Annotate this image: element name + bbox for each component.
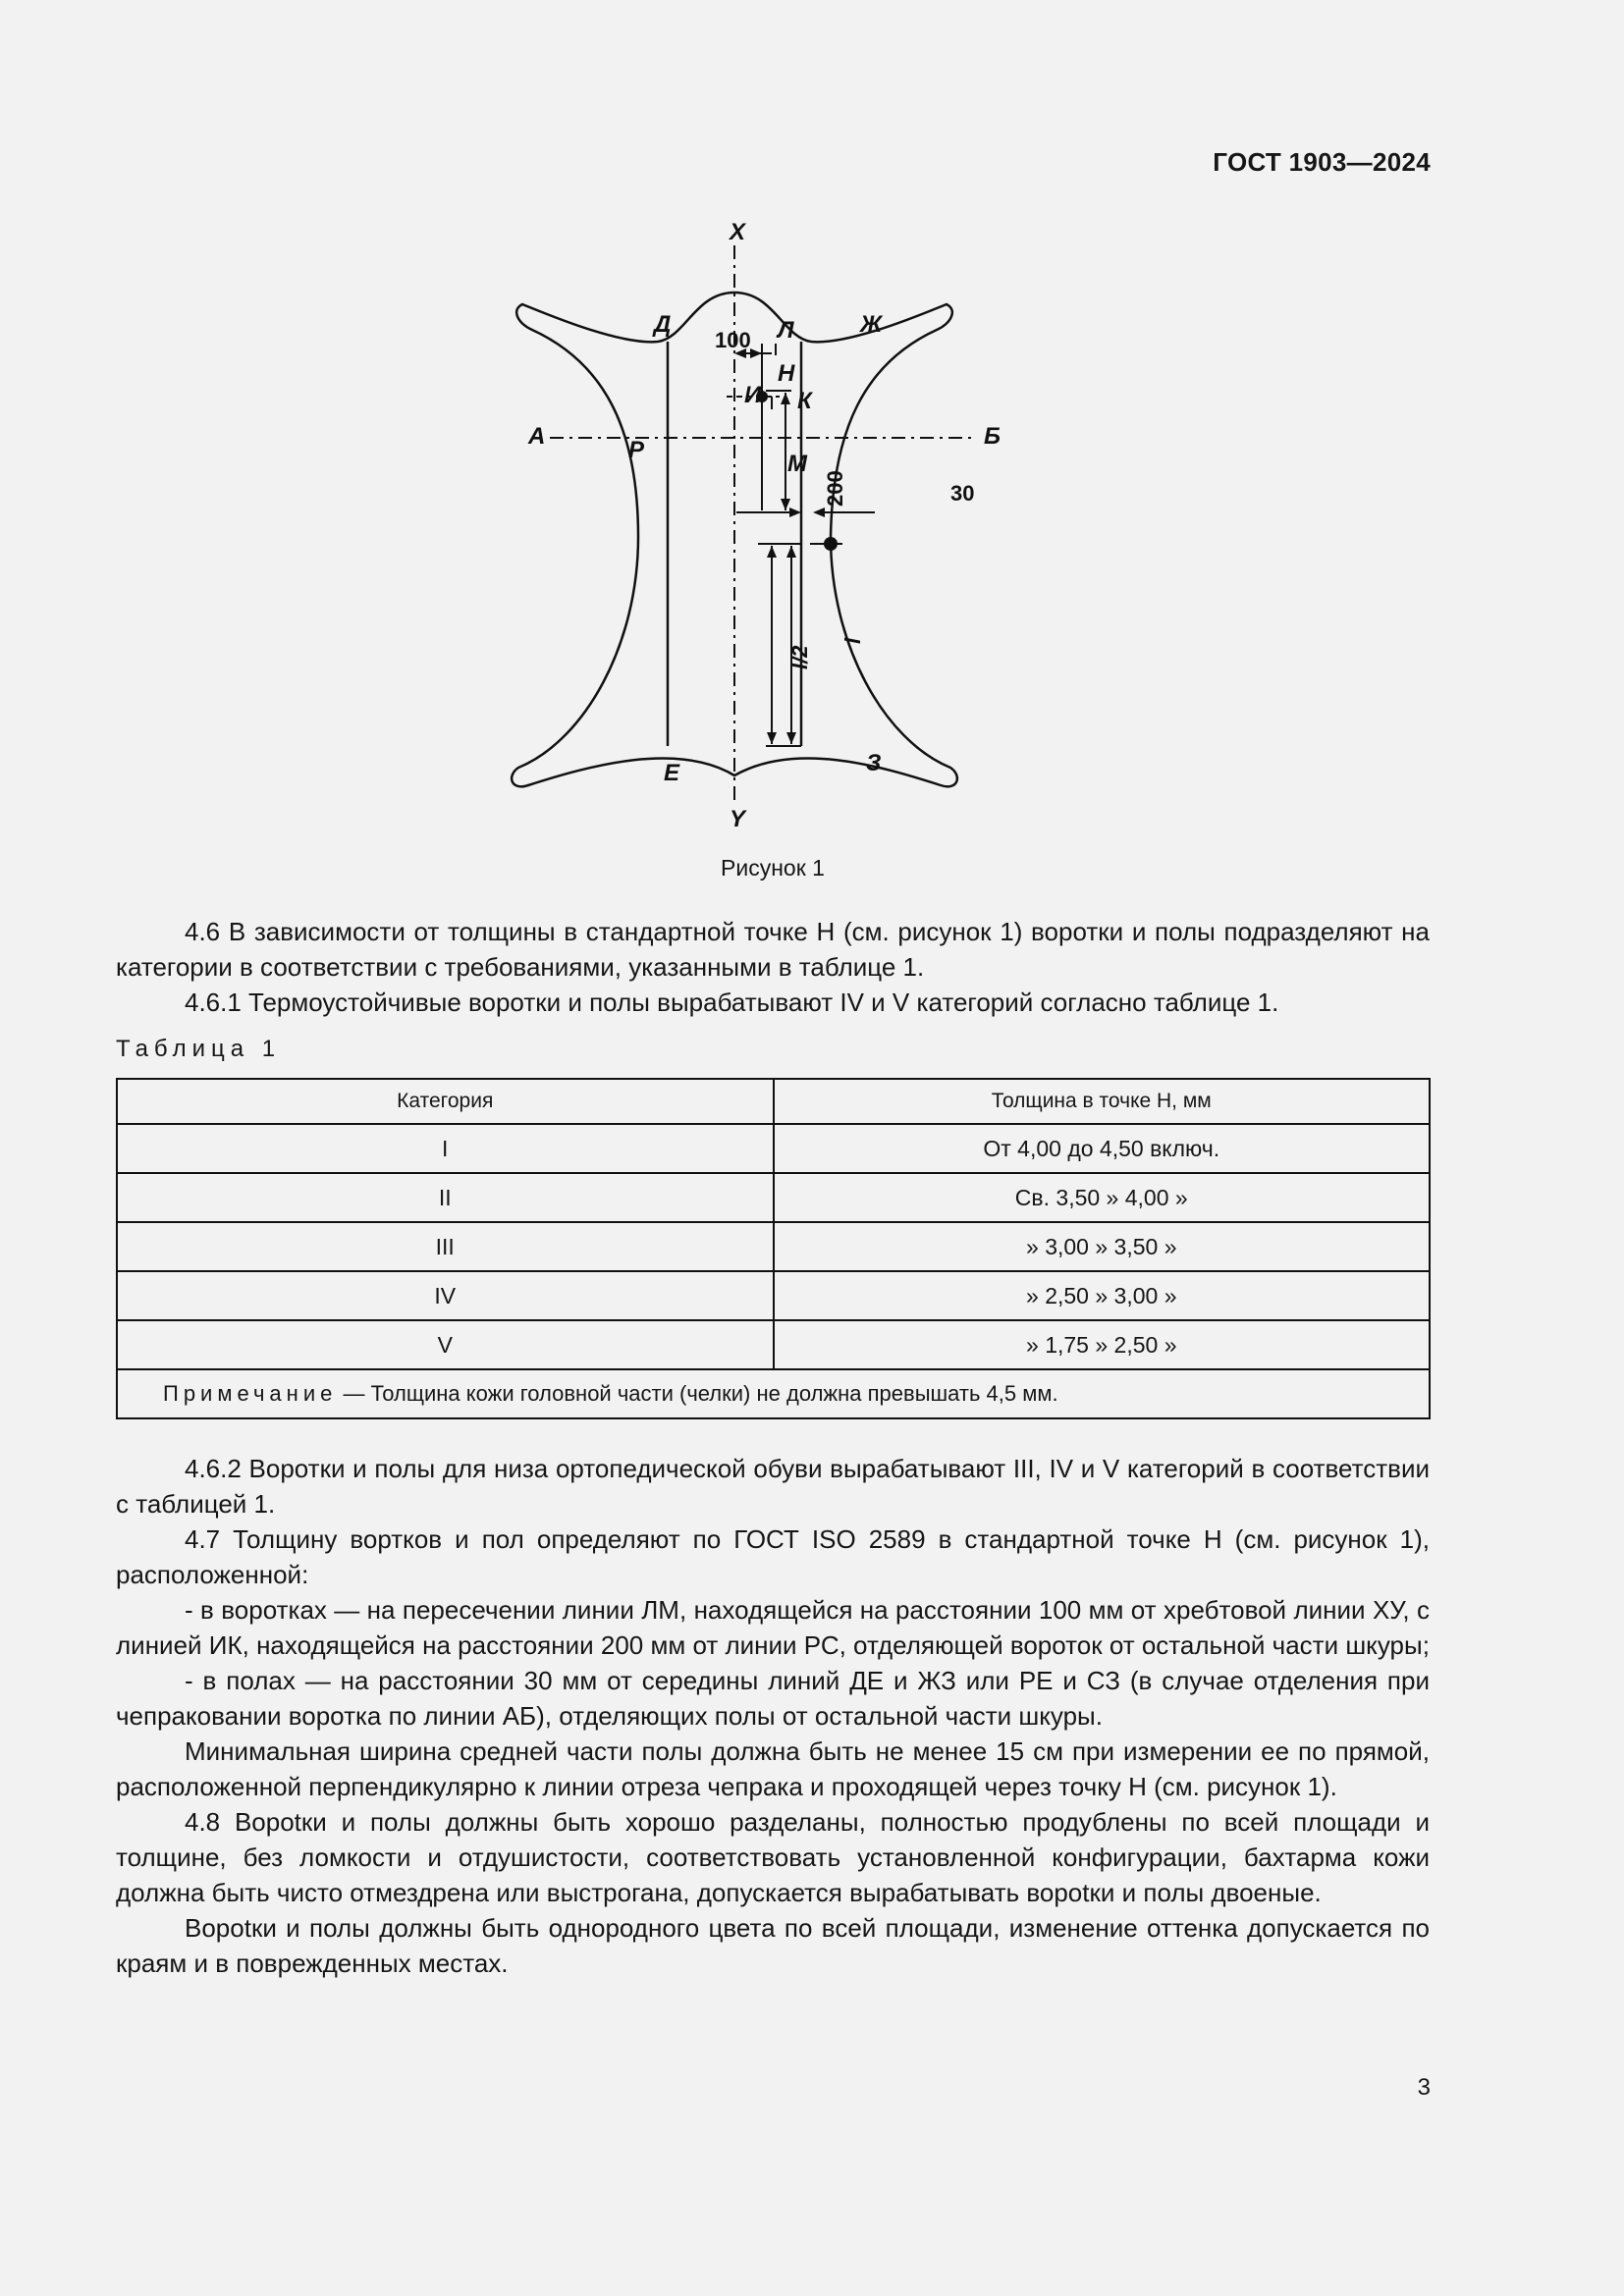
note-text: — Толщина кожи головной части (челки) не должна превышать 4,5 мм.: [337, 1381, 1058, 1406]
arrow-30-left: [813, 507, 825, 517]
cell-category: II: [117, 1173, 774, 1222]
cell-category: V: [117, 1320, 774, 1369]
paragraph-4-6-1: 4.6.1 Термоустойчивые воротки и полы вырабатывают IV и V категорий согласно таблице 1.: [185, 988, 1279, 1017]
dim-200-label: 200: [823, 470, 847, 507]
table-note-row: [117, 1369, 1430, 1418]
cell-category: IV: [117, 1271, 774, 1320]
table-row: [117, 1320, 1430, 1369]
table-header-row: [117, 1079, 1430, 1124]
dim-30-label: 30: [950, 481, 975, 506]
dim-100-label: 100: [715, 328, 751, 352]
cell-thickness: » 2,50 » 3,00 »: [774, 1271, 1431, 1320]
table-row: [117, 1222, 1430, 1271]
list-item-bellies: - в полах — на расстоянии 30 мм от середины линий ДЕ и ЖЗ или РЕ и СЗ (в случае отделения при чепраковании воротка по линии АБ), отделяющих полы от остальной части шкуры.: [116, 1666, 1430, 1731]
list-item-collars: - в воротках — на пересечении линии ЛМ, находящейся на расстоянии 100 мм от хребтовой линии ХУ, с линией ИК, находящейся на расстоянии 200 мм от линии РС, отделяющей вороток от остальной части шкуры;: [116, 1595, 1430, 1660]
label-e: Е: [664, 760, 680, 786]
arrow-l-left: [750, 348, 762, 358]
paragraph-min-width: Минимальная ширина средней части полы должна быть не менее 15 см при измерении ее по прямой, расположенной перпендикулярно к линии отреза чепрака и проходящей через точку Н (см. рисунок 1).: [116, 1736, 1430, 1801]
label-r: Р: [628, 437, 645, 463]
arrow-l2-up: [767, 546, 777, 558]
cell-thickness: От 4,00 до 4,50 включ.: [774, 1124, 1431, 1173]
arrow-30-right: [789, 507, 801, 517]
cell-category: I: [117, 1124, 774, 1173]
arrow-200-down: [781, 499, 790, 510]
thickness-table: [116, 1078, 1431, 1419]
label-x: X: [730, 219, 746, 245]
table-title: Таблица 1: [116, 1036, 282, 1062]
text-block-2: [116, 1451, 1430, 1981]
arrow-l-up: [786, 546, 796, 558]
paragraph-4-6: 4.6 В зависимости от толщины в стандартной точке Н (см. рисунок 1) воротки и полы подразделяют на категории в соответствии с требованиями, указанными в таблице 1.: [116, 917, 1430, 982]
page-number: 3: [1417, 2074, 1431, 2101]
arrow-k-down: [781, 393, 790, 404]
label-l: Л: [778, 317, 794, 344]
point-h-belly: [824, 537, 838, 551]
paragraph-color: Ворotки и полы должны быть однородного цвета по всей площади, изменение оттенка допускается по краям и в поврежденных местах.: [116, 1913, 1430, 1978]
figure-caption: Рисунок 1: [721, 855, 825, 881]
table-row: [117, 1271, 1430, 1320]
label-d: Д: [654, 311, 672, 338]
cell-thickness: » 3,00 » 3,50 »: [774, 1222, 1431, 1271]
note-label: Примечание: [163, 1381, 338, 1406]
arrow-l-down: [786, 732, 796, 744]
dim-l-label: l: [840, 637, 865, 644]
document-header: ГОСТ 1903—2024: [1213, 147, 1431, 177]
label-k: К: [797, 388, 812, 414]
label-zh: Ж: [860, 311, 883, 338]
cell-thickness: Св. 3,50 » 4,00 »: [774, 1173, 1431, 1222]
paragraph-4-7: 4.7 Толщину вортков и пол определяют по ГОСТ ISO 2589 в стандартной точке Н (см. рисунок 1), расположенной:: [116, 1524, 1430, 1589]
label-m: М: [787, 451, 807, 477]
table-row: [117, 1173, 1430, 1222]
table-note: [117, 1369, 1430, 1418]
label-b: Б: [984, 423, 1001, 450]
label-y: Y: [730, 806, 746, 832]
hide-schema-figure: [471, 216, 1041, 844]
label-i: И: [744, 382, 762, 408]
header-category: Категория: [117, 1079, 774, 1124]
label-n: Н: [778, 360, 795, 387]
paragraph-4-6-2: 4.6.2 Воротки и полы для низа ортопедической обуви вырабатывают III, IV и V категорий в соответствии с таблицей 1.: [116, 1454, 1430, 1519]
cell-thickness: » 1,75 » 2,50 »: [774, 1320, 1431, 1369]
text-block-1: [116, 914, 1430, 1020]
cell-category: III: [117, 1222, 774, 1271]
dim-l2-label: l/2: [787, 645, 812, 669]
label-z: З: [866, 750, 882, 776]
arrow-l2-down: [767, 732, 777, 744]
header-thickness: Толщина в точке Н, мм: [774, 1079, 1431, 1124]
table-row: [117, 1124, 1430, 1173]
paragraph-4-8: 4.8 Ворotки и полы должны быть хорошо разделаны, полностью продублены по всей площади и толщине, без ломкости и отдушистости, соответствовать установленной конфигурации, бахтарма кожи должна быть чисто отмездрена или выстрогана, допускается вырабатывать ворotки и полы двоеные.: [116, 1807, 1430, 1907]
label-a: А: [528, 423, 546, 450]
